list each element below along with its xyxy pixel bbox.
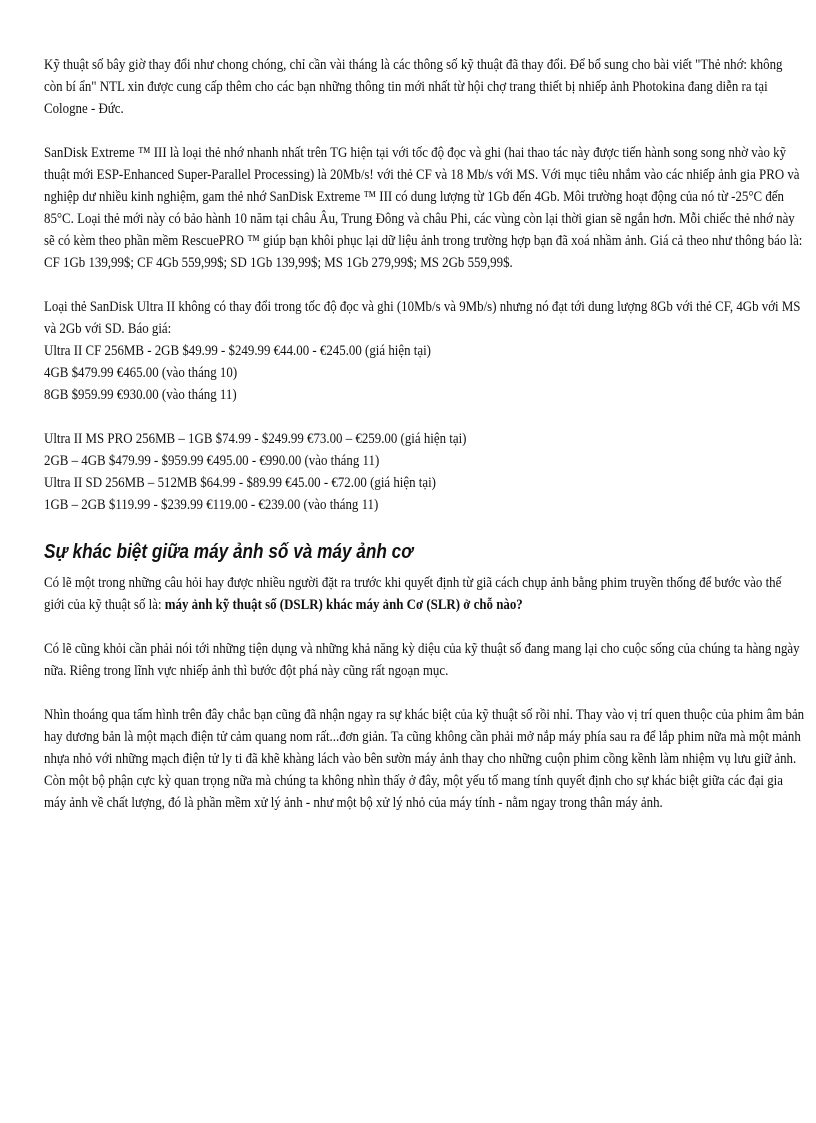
question-paragraph [44,572,804,616]
document-page [44,54,804,836]
question-lead: Có lẽ một trong những câu hỏi hay được nhiều người đặt ra trước khi quyết định từ giã cách chụp ảnh bằng phim truyền thống để bước vào thế giới của kỹ thuật số là: [44,575,782,613]
benefits-paragraph: Có lẽ cũng khỏi cần phải nói tới những tiện dụng và những khả năng kỳ diệu của kỹ thuật số đang mang lại cho cuộc sống của chúng ta hàng ngày nữa. Riêng trong lĩnh vực nhiếp ảnh thì bước đột phá này cũng rất ngoạn mục. [44,641,800,679]
price-line: Ultra II CF 256MB - 2GB $49.99 - $249.99 €44.00 - €245.00 (giá hiện tại) [44,343,431,359]
section-heading: Sự khác biệt giữa máy ảnh số và máy ảnh cơ [44,541,413,563]
price-line: 1GB – 2GB $119.99 - $239.99 €119.00 - €239.00 (vào tháng 11) [44,497,379,513]
ultra-section [44,296,804,406]
sensor-paragraph: Nhìn thoáng qua tấm hình trên đây chắc bạn cũng đã nhận ngay ra sự khác biệt của kỹ thuật số rồi nhỉ. Thay vào vị trí quen thuộc của phim âm bản hay dương bản là một mạch điện tử cảm quang nom rất...đơn giản. Ta cũng không cần phải mở nắp máy phía sau ra để lắp phim nữa mà một mảnh nhựa nhỏ với những mạch điện tử ly ti đã khẽ khàng lách vào bên sườn máy ảnh thay cho những cuộn phim cồng kềnh làm nhiệm vụ lưu giữ ảnh. Còn một bộ phận cực kỳ quan trọng nữa mà chúng ta không nhìn thấy ở đây, một yếu tố mang tính quyết định cho sự khác biệt giữa các đại gia máy ảnh về chất lượng, đó là phần mềm xử lý ảnh - như một bộ xử lý nhỏ của máy tính - nằm ngay trong thân máy ảnh. [44,707,805,811]
intro-paragraph: Kỹ thuật số bây giờ thay đổi như chong chóng, chỉ cần vài tháng là các thông số kỹ thuật đã thay đổi. Để bổ sung cho bài viết "Thẻ nhớ: không còn bí ẩn" NTL xin được cung cấp thêm cho các bạn những thông tin mới nhất từ hội chợ trang thiết bị nhiếp ảnh Photokina đang diễn ra tại Cologne - Đức. [44,57,783,117]
extreme-paragraph: SanDisk Extreme ™ III là loại thẻ nhớ nhanh nhất trên TG hiện tại với tốc độ đọc và ghi (hai thao tác này được tiến hành song song nhờ vào kỹ thuật mới ESP-Enhanced Super-Parallel Processing) là 20Mb/s! với thẻ CF và 18 Mb/s với MS. Với mục tiêu nhắm vào các nhiếp ảnh gia PRO và nghiệp dư nhiều kinh nghiệm, gam thẻ nhớ SanDisk Extreme ™ III có dung lượng từ 1Gb đến 4Gb. Môi trường hoạt động của nó từ -25°C đến 85°C. Loại thẻ mới này có bảo hành 10 năm tại châu Âu, Trung Đông và châu Phi, các vùng còn lại thời gian sẽ ngắn hơn. Mỗi chiếc thẻ nhớ này sẽ có kèm theo phần mềm RescuePRO ™ giúp bạn khôi phục lại dữ liệu ảnh trong trường hợp bạn đã xoá nhầm ảnh. Giá cả theo như thông báo là: CF 1Gb 139,99$; CF 4Gb 559,99$; SD 1Gb 139,99$; MS 1Gb 279,99$; MS 2Gb 559,99$. [44,145,803,271]
question-bold: máy ảnh kỹ thuật số (DSLR) khác máy ảnh Cơ (SLR) ở chỗ nào? [164,597,523,613]
price-line: Ultra II MS PRO 256MB – 1GB $74.99 - $249.99 €73.00 – €259.00 (giá hiện tại) [44,431,467,447]
price-line: Ultra II SD 256MB – 512MB $64.99 - $89.99 €45.00 - €72.00 (giá hiện tại) [44,475,436,491]
price-line: 4GB $479.99 €465.00 (vào tháng 10) [44,365,238,381]
price-line: 8GB $959.99 €930.00 (vào tháng 11) [44,387,237,403]
price-list-cf [44,340,804,406]
ultra-intro: Loại thẻ SanDisk Ultra II không có thay đổi trong tốc độ đọc và ghi (10Mb/s và 9Mb/s) nhưng nó đạt tới dung lượng 8Gb với thẻ CF, 4Gb với MS và 2Gb với SD. Báo giá: [44,299,801,337]
price-list-ms-sd [44,428,804,516]
price-line: 2GB – 4GB $479.99 - $959.99 €495.00 - €990.00 (vào tháng 11) [44,453,380,469]
